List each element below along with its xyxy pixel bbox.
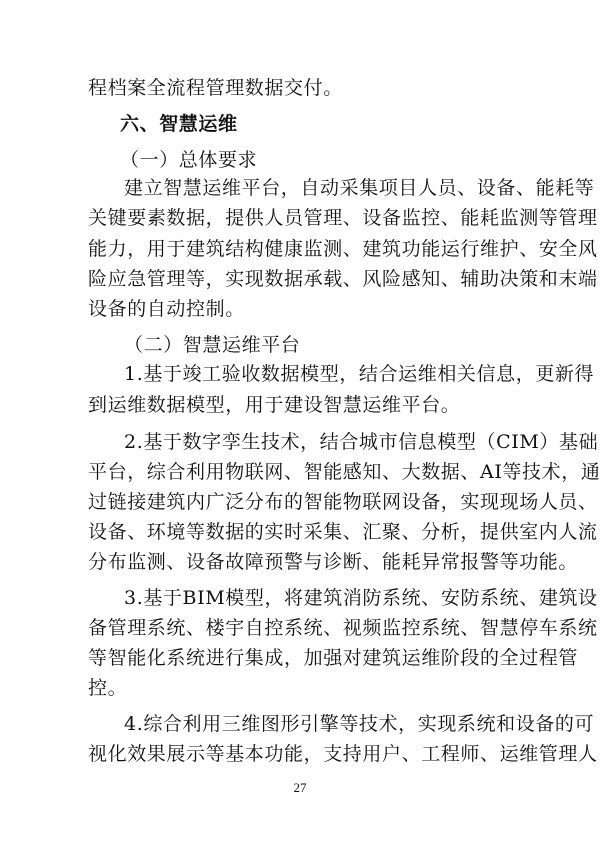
paragraph-line: 2.基于数字孪生技术，结合城市信息模型（CIM）基础 bbox=[124, 431, 599, 453]
paragraph-line: 分布监测、设备故障预警与诊断、能耗异常报警等功能。 bbox=[88, 551, 579, 573]
paragraph-line: 到运维数据模型，用于建设智慧运维平台。 bbox=[88, 394, 461, 416]
paragraph-line: 平台，综合利用物联网、智能感知、大数据、AI等技术，通 bbox=[88, 461, 600, 483]
subsection-heading: （二）智慧运维平台 bbox=[124, 334, 301, 356]
paragraph-line: 备管理系统、楼宇自控系统、视频监控系统、智慧停车系统 bbox=[88, 617, 598, 639]
section-heading: 六、智慧运维 bbox=[120, 113, 238, 135]
paragraph-continuation: 程档案全流程管理数据交付。 bbox=[88, 77, 343, 99]
paragraph-line: 设备、环境等数据的实时采集、汇聚、分析，提供室内人流 bbox=[88, 521, 598, 543]
paragraph-line: 险应急管理等，实现数据承载、风险感知、辅助决策和末端 bbox=[88, 268, 598, 290]
paragraph-line: 等智能化系统进行集成，加强对建筑运维阶段的全过程管 bbox=[88, 647, 579, 669]
paragraph-line: 控。 bbox=[88, 677, 128, 699]
paragraph-line: 建立智慧运维平台，自动采集项目人员、设备、能耗等 bbox=[124, 177, 595, 199]
page-number: 27 bbox=[293, 780, 307, 795]
paragraph-line: 能力，用于建筑结构健康监测、建筑功能运行维护、安全风 bbox=[88, 238, 598, 260]
paragraph-line: 过链接建筑内广泛分布的智能物联网设备，实现现场人员、 bbox=[88, 491, 598, 513]
paragraph-line: 设备的自动控制。 bbox=[88, 298, 245, 320]
paragraph-line: 4.综合利用三维图形引擎等技术，实现系统和设备的可 bbox=[124, 713, 595, 735]
subsection-heading: （一）总体要求 bbox=[120, 149, 258, 171]
paragraph-line: 关键要素数据，提供人员管理、设备监控、能耗监测等管理 bbox=[88, 207, 598, 229]
paragraph-line: 3.基于BIM模型，将建筑消防系统、安防系统、建筑设 bbox=[124, 587, 598, 609]
paragraph-line: 1.基于竣工验收数据模型，结合运维相关信息，更新得 bbox=[124, 363, 595, 385]
paragraph-line: 视化效果展示等基本功能，支持用户、工程师、运维管理人 bbox=[88, 743, 598, 765]
